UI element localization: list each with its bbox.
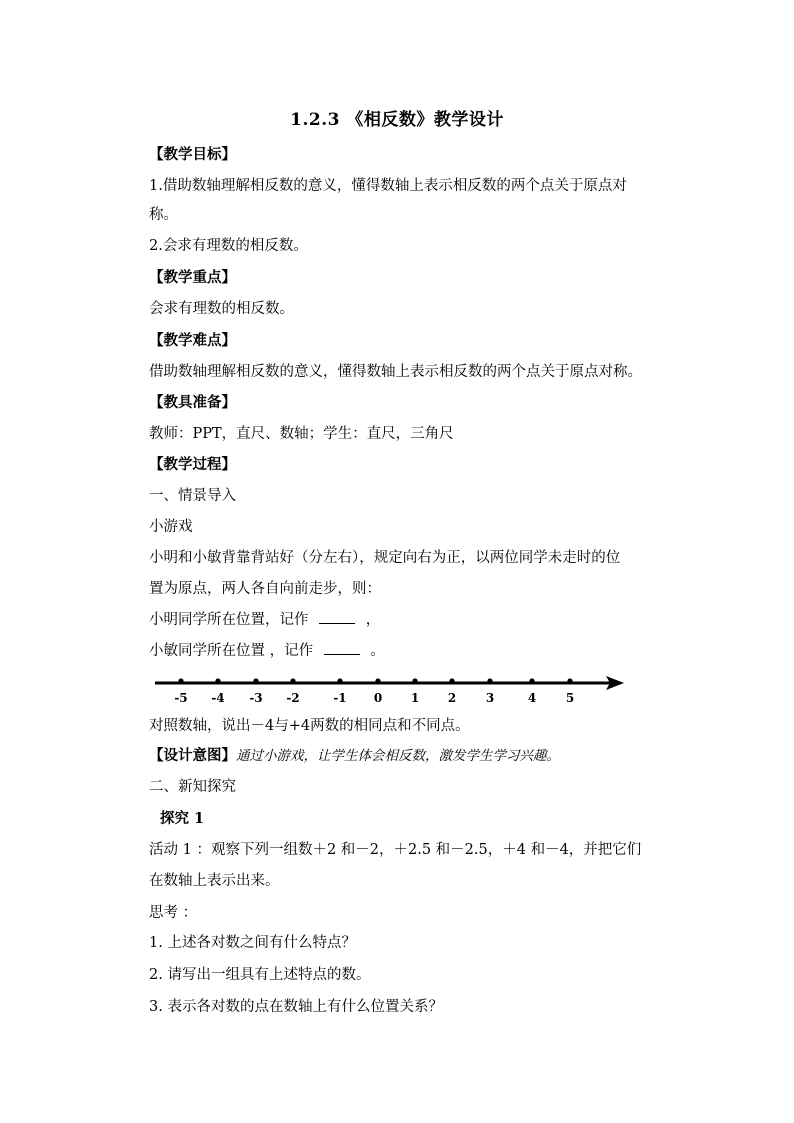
number-line-tick bbox=[487, 678, 492, 683]
compare-text: 对照数轴，说出－4与+4两数的相同点和不同点。 bbox=[149, 718, 470, 734]
number-line-tick bbox=[215, 678, 220, 683]
number-line-tick-label: -4 bbox=[211, 691, 225, 705]
question-2: 2. 请写出一组具有上述特点的数。 bbox=[149, 967, 371, 983]
design-intent bbox=[149, 746, 560, 766]
number-line-tick-label: 2 bbox=[447, 691, 457, 705]
number-line-tick-label: 3 bbox=[485, 691, 495, 705]
number-line-tick bbox=[253, 678, 258, 683]
number-line-tick bbox=[178, 678, 183, 683]
number-line-tick bbox=[337, 678, 342, 683]
number-line-tick-label: 5 bbox=[565, 691, 575, 705]
explore-1-heading: 探究 1 bbox=[160, 810, 205, 827]
design-label: 【设计意图】 bbox=[149, 747, 236, 764]
goal-2: 2.会求有理数的相反数。 bbox=[149, 238, 308, 254]
xiaoming-suffix: ， bbox=[365, 612, 381, 628]
focus-heading: 【教学重点】 bbox=[149, 269, 236, 286]
number-line-tick-label: 4 bbox=[527, 691, 537, 705]
xiaomin-line bbox=[149, 641, 385, 661]
number-line-tick-label: -2 bbox=[286, 691, 300, 705]
xiaomin-prefix: 小敏同学所在位置 ，记作 bbox=[149, 643, 314, 659]
prep-text: 教师：PPT，直尺、数轴；学生：直尺，三角尺 bbox=[149, 426, 454, 442]
game-line-1: 小明和小敏背靠背站好（分左右），规定向右为正，以两位同学未走时的位 bbox=[149, 550, 621, 566]
number-line-tick-label: -5 bbox=[174, 691, 188, 705]
design-text: 通过小游戏，让学生体会相反数，激发学生学习兴趣。 bbox=[236, 748, 560, 764]
number-line-tick bbox=[567, 678, 572, 683]
number-line-tick bbox=[449, 678, 454, 683]
goal-1-line-2: 称。 bbox=[149, 207, 178, 223]
goal-1-line-1: 1.借助数轴理解相反数的意义，懂得数轴上表示相反数的两个点关于原点对 bbox=[149, 178, 627, 194]
activity-1-line-2: 在数轴上表示出来。 bbox=[149, 873, 280, 889]
number-line-tick-label: -1 bbox=[333, 691, 347, 705]
difficulty-text: 借助数轴理解相反数的意义，懂得数轴上表示相反数的两个点关于原点对称。 bbox=[149, 364, 642, 380]
number-line-tick-label: 1 bbox=[410, 691, 420, 705]
question-1: 1. 上述各对数之间有什么特点？ bbox=[149, 935, 356, 951]
game-title: 小游戏 bbox=[149, 519, 193, 535]
number-line-tick bbox=[375, 678, 380, 683]
activity-1-line-1: 活动 1 ：观察下列一组数＋2 和－2，＋2.5 和－2.5，＋4 和－4，并把它们 bbox=[149, 842, 642, 858]
game-line-2: 置为原点，两人各自向前走步，则： bbox=[149, 581, 381, 597]
page-title: 1.2.3 《相反数》教学设计 bbox=[290, 110, 504, 130]
number-line-tick-label: 0 bbox=[373, 691, 383, 705]
think-label: 思考 ： bbox=[149, 905, 198, 921]
part-2-heading: 二、新知探究 bbox=[149, 779, 236, 795]
number-line-tick bbox=[290, 678, 295, 683]
xiaoming-blank bbox=[319, 611, 355, 624]
number-line-tick bbox=[529, 678, 534, 683]
process-heading: 【教学过程】 bbox=[149, 456, 236, 473]
number-line bbox=[0, 670, 794, 720]
part-1-heading: 一、情景导入 bbox=[149, 488, 236, 504]
xiaomin-blank bbox=[324, 642, 360, 655]
number-line-tick bbox=[412, 678, 417, 683]
xiaomin-suffix: 。 bbox=[370, 643, 385, 659]
prep-heading: 【教具准备】 bbox=[149, 394, 236, 411]
xiaoming-line bbox=[149, 610, 380, 630]
focus-text: 会求有理数的相反数。 bbox=[149, 301, 294, 317]
question-3: 3. 表示各对数的点在数轴上有什么位置关系？ bbox=[149, 999, 443, 1015]
goals-heading: 【教学目标】 bbox=[149, 146, 236, 163]
xiaoming-prefix: 小明同学所在位置，记作 bbox=[149, 612, 309, 628]
number-line-tick-label: -3 bbox=[249, 691, 263, 705]
difficulty-heading: 【教学难点】 bbox=[149, 332, 236, 349]
